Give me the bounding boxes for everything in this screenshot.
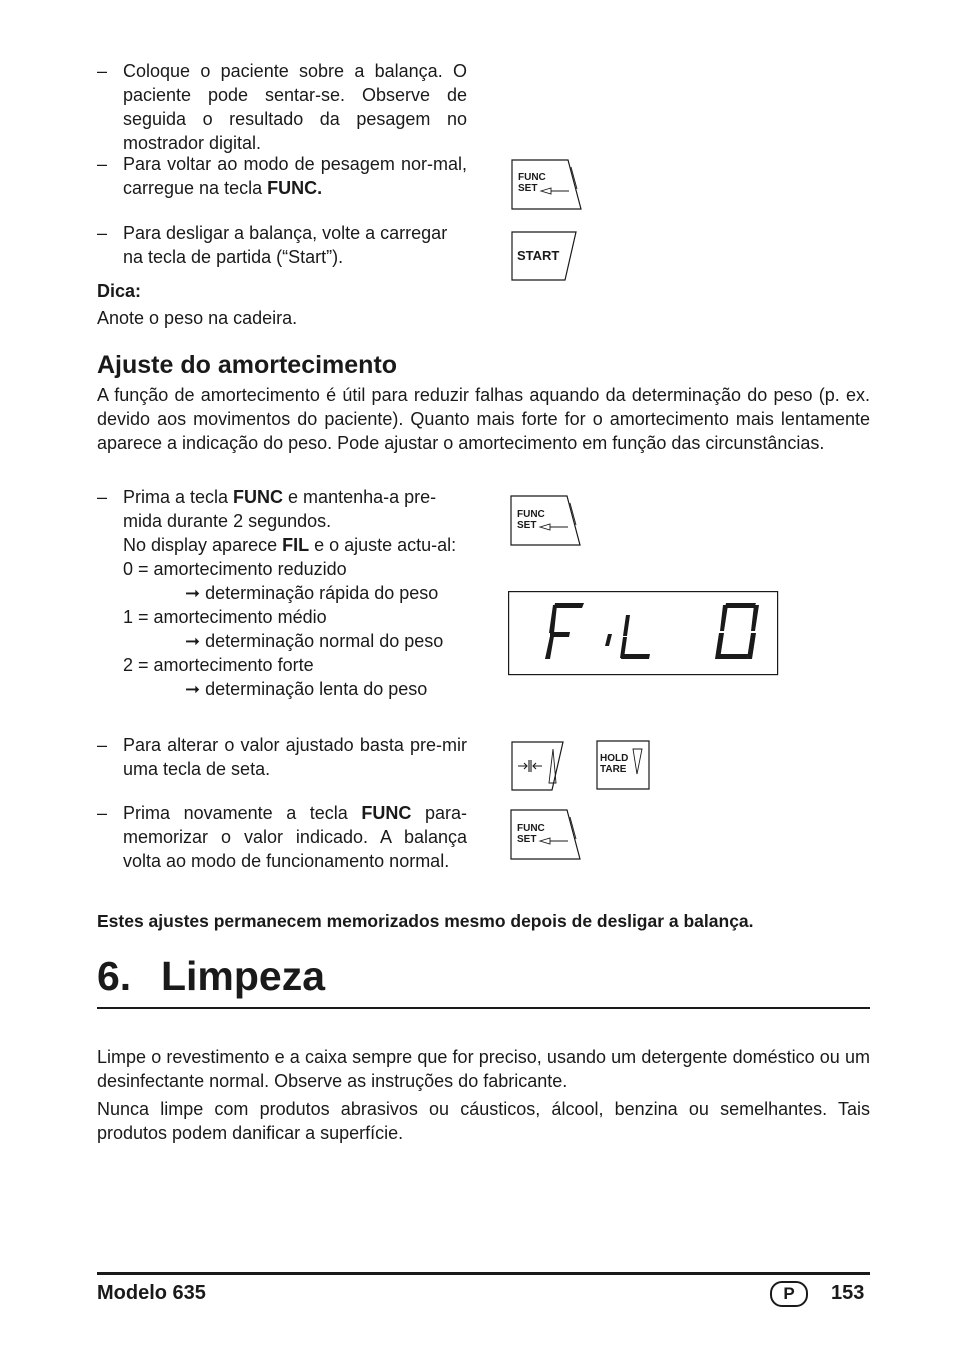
list-item-switch-off [97,221,467,269]
start-key-label: START [517,248,560,263]
arrow-key[interactable] [511,741,567,792]
func-set-key[interactable] [510,809,582,861]
lcd-display [508,591,780,677]
func-set-key[interactable] [511,159,583,211]
key-reference: FUNC [233,487,284,507]
lcd-display-frame [508,591,780,677]
arrow-right-icon: ➞ [185,631,201,651]
damping-option-2: 2 = amortecimento forte ➞ determinação lenta do peso [123,655,428,699]
damping-option-0: 0 = amortecimento reduzido ➞ determinação rápida do peso [123,559,439,603]
tip-heading: Dica: [97,281,142,301]
func-key-label: FUNC SET [517,823,545,845]
bullet-dash: – [97,154,108,174]
cleaning-paragraph-1: Limpe o revestimento e a caixa sempre que for preciso, usando um detergente doméstico ou um desinfectante normal. Observe as instruções do fabricante. [97,1047,870,1091]
list-item-text: Coloque o paciente sobre a balança. O paciente pode sentar-se. Observe de seguida o resultado da pesagem no mostrador digital. [123,61,467,153]
chapter-number: 6. [97,953,132,999]
bullet-dash: – [97,735,108,755]
bullet-dash: – [97,803,108,823]
display-info-text: No display aparece FIL e o ajuste actu-al: [123,535,457,555]
list-item-text: Prima a tecla FUNC e mantenha-a pre-mida durante 2 segundos. [123,487,437,531]
list-item-return-normal [97,152,467,200]
section-heading-damping: Ajuste do amortecimento [97,351,398,379]
damping-option-1: 1 = amortecimento médio ➞ determinação normal do peso [123,607,444,651]
list-item-text: Para voltar ao modo de pesagem nor-mal, carregue na tecla FUNC. [123,154,467,198]
list-item-place-patient [97,59,467,155]
footer-model: Modelo 635 [97,1282,206,1304]
key-reference: FUNC. [267,178,323,198]
bullet-dash: – [97,487,108,507]
zero-arrows-icon [517,759,543,773]
hold-tare-key-label: HOLD TARE [600,753,629,775]
list-item-text: Para desligar a balança, volte a carregar na tecla de partida (“Start”). [123,223,448,267]
settings-memory-note: Estes ajustes permanecem memorizados mesmo depois de desligar a balança. [97,911,754,931]
list-item-press-func [97,485,467,701]
hold-tare-key[interactable] [596,740,652,791]
bullet-dash: – [97,61,108,81]
arrow-right-icon: ➞ [185,679,201,699]
footer-rule [97,1272,870,1275]
list-item-text: Prima novamente a tecla FUNC para-memorizar o valor indicado. A balança volta ao modo de funcionamento normal. [123,803,467,871]
list-item-store-value [97,801,467,873]
cleaning-paragraph-2: Nunca limpe com produtos abrasivos ou cáusticos, álcool, benzina ou semelhantes. Tais produtos podem danificar a superfície. [97,1099,870,1143]
tip-text: Anote o peso na cadeira. [97,308,298,328]
func-key-label: FUNC SET [518,172,546,194]
arrow-right-icon: ➞ [185,583,201,603]
chapter-heading-cleaning [97,953,325,999]
damping-intro: A função de amortecimento é útil para reduzir falhas aquando da determinação do peso (p. ex. devido aos movimentos do paciente). Quanto mais forte for o amortecimento mais lentamente aparece a indicação do peso. Pode ajustar o amortecimento em função das circunstâncias. [97,385,870,453]
list-item-text: Para alterar o valor ajustado basta pre-mir uma tecla de seta. [123,735,467,779]
key-reference: FUNC [361,803,412,823]
list-item-change-value [97,733,467,781]
func-set-key[interactable] [510,495,582,547]
start-key[interactable] [511,231,579,282]
language-badge: P [770,1281,808,1307]
func-key-label: FUNC SET [517,509,545,531]
page-number: 153 [831,1282,865,1304]
chapter-title: Limpeza [161,953,326,999]
bullet-dash: – [97,223,108,243]
display-reference: FIL [282,535,310,555]
chapter-rule [97,1007,870,1009]
